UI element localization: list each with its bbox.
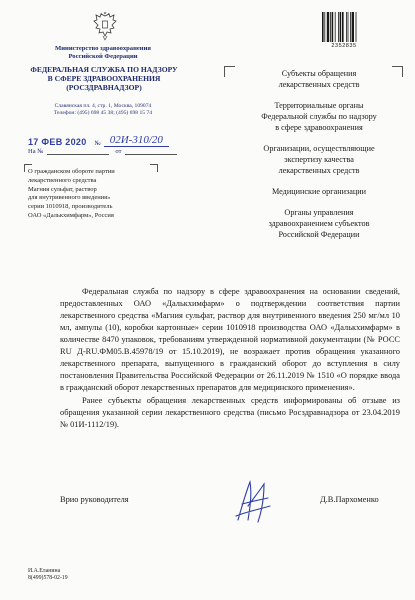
reference-line [28,147,180,155]
executor-name: И.А.Еланина [28,568,61,574]
signatory-title: Врио руководителя [60,495,129,504]
agency-name: ФЕДЕРАЛЬНАЯ СЛУЖБА ПО НАДЗОРУ В СФЕРЕ ЗДРАВООХРАНЕНИЯ (РОСЗДРАВНАДЗОР) [30,65,178,92]
signatory-name: Д.В.Пархоменко [320,495,379,504]
ministry-name: Министерство здравоохранения Российской Федерации [55,45,151,60]
recipient-entry: Территориальные органы Федеральной службы по надзору в сфере здравоохранения [261,101,377,132]
barcode-number: 2352835 [331,43,357,49]
recipient-entry: Медицинские организации [271,187,367,196]
handwritten-signature-icon [228,476,276,526]
russian-coat-of-arms-icon [92,12,118,42]
executor-phone: 8(499)578-02-19 [28,575,68,582]
barcode-icon [322,12,366,42]
ref-date-blank [125,147,177,155]
body-paragraph: Ранее субъекты обращения лекарственных средств информированы об отзыве из обращения указанной серии лекарственного средства (письмо Росздравнадзора от 23.04.2019 № 01И-1112/19). [60,396,400,429]
registration-date-stamp: 17 ФЕВ 2020 [28,137,87,147]
ref-from-label: от [115,148,122,155]
recipient-entry: Субъекты обращения лекарственных средств [278,69,360,89]
recipients-bracket-left [224,66,235,77]
letter-subject: О гражданском обороте партии лекарственного средства Магния сульфат, раствор для внутривенного введения» серии 1010918, производитель ОАО «Далькхимфарм», Россия [28,168,115,219]
registration-line [28,134,180,147]
ref-number-label: На № [28,148,44,155]
handwritten-registration-number: 02И-310/20 [104,134,169,147]
number-label: № [94,140,101,147]
body-paragraph: Федеральная служба по надзору в сфере здравоохранения на основании сведений, предоставленных ОАО «Далькхимфарм» о подтверждении соответствия партии лекарственного средства «Магния сульфат, раствор для внутривенного введения 250 мг/мл 10 мл, ампулы (10), коробки картонные» серии 1010918 производства ОАО «Далькхимфарм» в количестве 8470 упаковок, требованиям утвержденной нормативной документации (№ РОСС RU Д-RU.ФМ05.В.45978/19 от 15.10.2019), не возражает против обращения указанного лекарственного препарата, выпущенного в гражданский оборот до вступления в силу постановления Правительства Российской Федерации от 26.11.2019 № 1510 «О порядке ввода в гражданский оборот лекарственных препаратов для медицинского применения». [60,287,400,392]
agency-address: Славянская пл. 4, стр. 1, Москва, 109074 Телефон: (495) 698 45 38; (495) 698 15 74 [53,103,153,117]
executor-info [28,568,68,583]
recipient-entry: Организации, осуществляющие экспертизу качества лекарственных средств [263,144,375,175]
recipients-block [236,68,402,250]
letter-body [60,286,400,432]
recipient-entry: Органы управления здравоохранением субъектов Российской Федерации [268,208,370,239]
ref-number-blank [47,147,109,155]
